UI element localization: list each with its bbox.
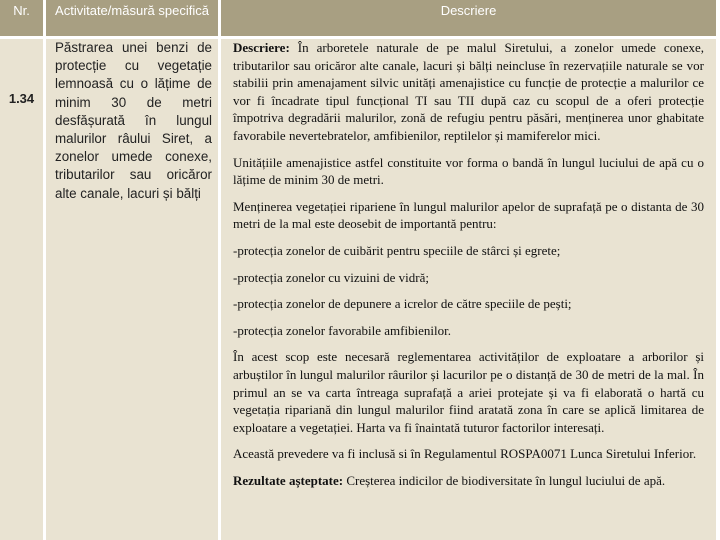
description-text: În arboretele naturale de pe malul Siretului, a zonelor umede conexe, tributarilor sau oricăror alte canale, lacuri și bălți neincluse în rezervațiile naturale se vor stabilii prin amenajament silvic unități amenajistice cu funcție de protecție a malurilor ce vor fi încadrate tipul funcțional TI sau TII după caz cu scopul de a oferi protecție împotriva degradării malurilor, zonă de refugiu pentru păsări, menținerea unor ghabitate favorabile nevertebratelor, amfibienilor, reptilelor și mamiferelor mici. <box>233 40 704 143</box>
activity-text: Păstrarea unei benzi de protecție cu vegetație lemnoasă cu o lățime de minim 30 de metri desfășurată în lungul malurilor râului Siret, a zonelor umede conexe, tributarilor sau oricăror alte canale, lacuri și bălți <box>55 40 212 201</box>
units-paragraph: Unitățiile amenajistice astfel constituite vor forma o bandă în lungul luciului de apă cu o lățime de minim 30 de metri. <box>233 154 704 188</box>
table-header-row <box>0 0 716 38</box>
row-number: 1.34 <box>0 38 45 540</box>
importance-paragraph: Menținerea vegetației ripariene în lungul malurilor apelor de suprafață pe o distanta de 30 metri de la mal este deosebit de importantă pentru: <box>233 198 704 232</box>
description-label: Descriere: <box>233 40 290 55</box>
bullet-item: -protecția zonelor de cuibărit pentru speciile de stârci și egrete; <box>233 242 561 258</box>
results-paragraph <box>233 472 704 490</box>
header-nr-cell <box>0 0 45 38</box>
description-paragraph <box>233 39 704 145</box>
header-description: Descriere <box>440 3 497 18</box>
bullet-item: -protecția zonelor cu vizuini de vidră; <box>233 269 430 285</box>
header-activity: Activitate/măsură specifică <box>55 3 209 18</box>
description-content <box>221 39 716 489</box>
activity-cell <box>45 38 220 540</box>
table-row <box>0 38 716 540</box>
header-activity-cell <box>45 0 220 38</box>
description-cell <box>220 38 717 540</box>
regulation-paragraph: În acest scop este necesară reglementarea activităților de exploatare a arborilor și arbuștilor în lungul malurilor râurilor și lacurilor pe o distanță de 30 de metri de la mal. În primul an se va carta întreaga suprafață a ariei protejate și va fi elaborată o hartă cu vegetația ripariană din lungul malurilor fiind aratată zona în care se aplică limitarea de exploatare a vegetației. Harta va fi înaintată tuturor factorilor interesați. <box>233 349 704 435</box>
header-nr: Nr. <box>13 3 30 18</box>
header-description-cell <box>220 0 717 38</box>
results-label: Rezultate așteptate: <box>233 472 344 488</box>
results-text: Creșterea indicilor de biodiversitate în lungul luciului de apă. <box>343 472 666 488</box>
bullet-item: -protecția zonelor de depunere a icrelor de către speciile de pești; <box>233 296 572 312</box>
provision-paragraph: Această prevedere va fi inclusă si în Regulamentul ROSPA0071 Lunca Siretului Inferior. <box>233 446 697 462</box>
bullet-item: -protecția zonelor favorabile amfibienilor. <box>233 322 452 338</box>
